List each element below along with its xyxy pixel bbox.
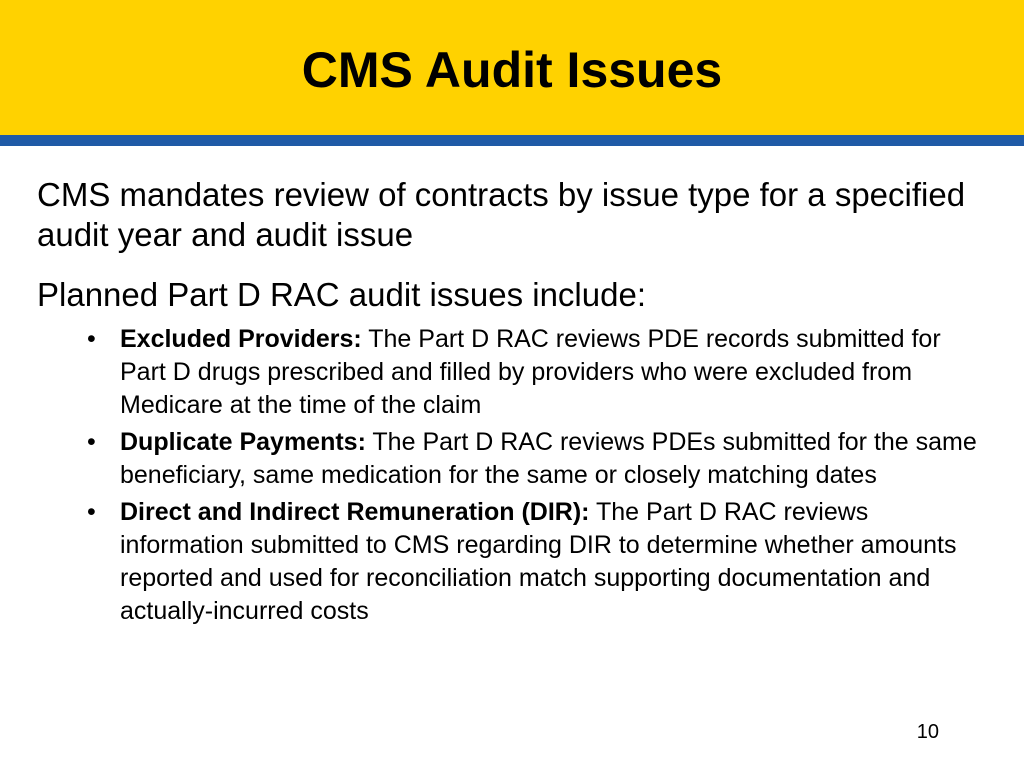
list-item-dir [37, 496, 987, 628]
title-bar [0, 0, 1024, 135]
list-item-duplicate-payments [37, 426, 987, 492]
slide-title: CMS Audit Issues [301, 41, 723, 98]
title-divider [0, 135, 1024, 146]
bullet-lead: Excluded Providers: [120, 325, 362, 353]
bullet-icon: • [87, 498, 96, 526]
bullet-text: The Part D RAC reviews PDEs submitted for the same beneficiary, same medication for the same or closely matching dates [120, 428, 977, 489]
list-heading: Planned Part D RAC audit issues include: [37, 276, 646, 313]
list-item-excluded-providers [37, 323, 987, 422]
intro-paragraph: CMS mandates review of contracts by issue type for a specified audit year and audit issue [37, 176, 966, 253]
bullet-icon: • [87, 428, 96, 456]
bullet-lead: Direct and Indirect Remuneration (DIR): [120, 498, 590, 526]
slide-content [37, 175, 987, 632]
bullet-icon: • [87, 325, 96, 353]
bullet-text: The Part D RAC reviews PDE records submitted for Part D drugs prescribed and filled by providers who were excluded from Medicare at the time of the claim [120, 325, 941, 419]
page-number: 10 [916, 721, 939, 743]
bullet-text: The Part D RAC reviews information submitted to CMS regarding DIR to determine whether amounts reported and used for reconciliation match supporting documentation and actually-incurred costs [120, 498, 957, 625]
audit-issue-list [37, 323, 987, 628]
bullet-lead: Duplicate Payments: [120, 428, 366, 456]
